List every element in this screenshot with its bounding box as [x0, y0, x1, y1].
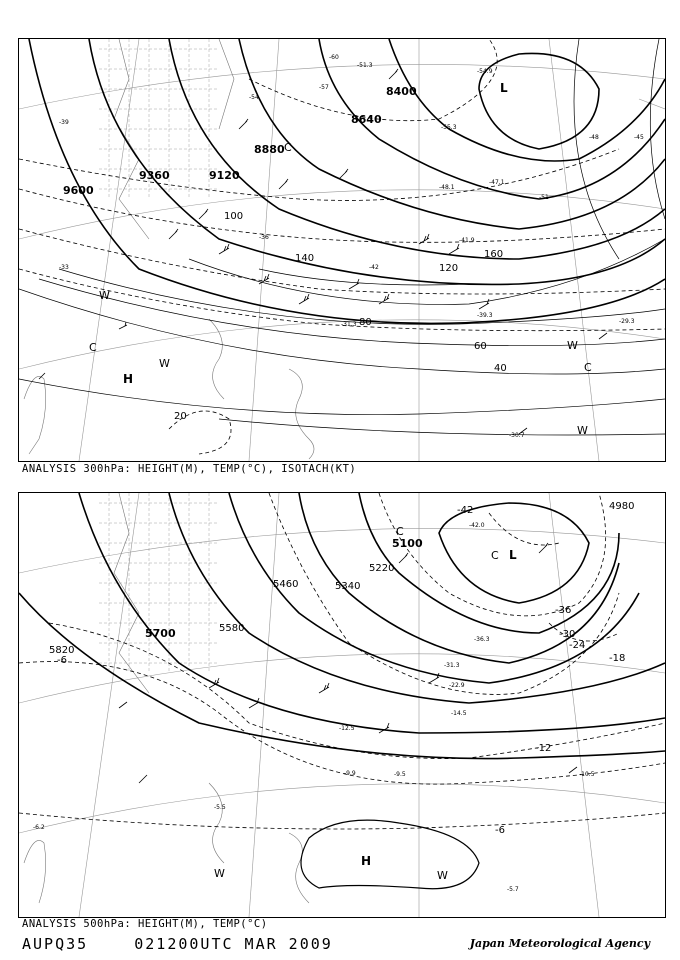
- chart-identifier: [22, 935, 333, 953]
- observation-value: -31.3: [341, 321, 357, 328]
- height-label: 8400: [386, 85, 417, 98]
- height-label: 5820: [49, 645, 75, 656]
- isotach-label: 120: [439, 263, 459, 274]
- observation-value: -51.3: [357, 62, 373, 69]
- panel-caption-300hpa: ANALYSIS 300hPa: HEIGHT(M), TEMP(°C), ISOTACH(KT): [22, 463, 357, 475]
- temp-label: -36: [259, 234, 269, 241]
- observation-value: -39.3: [477, 312, 493, 319]
- temp-label: -42: [369, 264, 379, 271]
- observation-value: -29.3: [619, 318, 635, 325]
- observation-value: -5.5: [214, 804, 226, 811]
- height-label-group: [63, 85, 417, 197]
- observation-value: -6.2: [33, 824, 45, 831]
- height-label: 8640: [351, 113, 382, 126]
- temp-label: -51: [539, 194, 549, 201]
- cold-center: C: [89, 341, 97, 354]
- height-label: 5220: [369, 563, 395, 574]
- height-label: 4980: [609, 501, 635, 512]
- observation-value: -54.9: [477, 68, 493, 75]
- temp-label: -39: [59, 119, 69, 126]
- isotherms: [19, 39, 665, 454]
- observation-value: -9.5: [394, 771, 406, 778]
- isotach-label: 20: [174, 411, 187, 422]
- temp-label: -45: [634, 134, 644, 141]
- graticule: [19, 39, 665, 461]
- height-label: 5700: [145, 627, 176, 640]
- cold-center: C: [284, 141, 292, 154]
- temp-label: -6: [57, 655, 67, 666]
- graticule: [19, 493, 665, 917]
- high-center: H: [123, 372, 134, 386]
- temp-label: -6: [495, 825, 505, 836]
- observation-value: -48.1: [439, 184, 455, 191]
- map-300hpa: [18, 38, 666, 462]
- height-label: 5580: [219, 623, 245, 634]
- height-label: 5460: [273, 579, 299, 590]
- warm-center: W: [437, 869, 448, 882]
- temp-label: -18: [609, 653, 626, 664]
- isotach-label: 100: [224, 211, 244, 222]
- height-label: 8880: [254, 143, 285, 156]
- low-center: L: [500, 81, 508, 95]
- temp-label-group: [59, 54, 644, 271]
- observation-value: -10.5: [579, 771, 595, 778]
- observation-value: -41.9: [459, 237, 475, 244]
- cold-center: C: [396, 525, 404, 538]
- temp-label: -57: [319, 84, 329, 91]
- height-label: 5340: [335, 581, 361, 592]
- isotach-label: 40: [494, 363, 507, 374]
- warm-center: W: [577, 424, 588, 437]
- isotach-label: 80: [359, 317, 372, 328]
- observation-value: -31.3: [444, 662, 460, 669]
- observation-value: -9.9: [344, 770, 356, 777]
- temp-label: -48: [589, 134, 599, 141]
- agency-name: Japan Meteorological Agency: [469, 937, 650, 950]
- cold-center: C: [491, 549, 499, 562]
- high-center: H: [361, 854, 372, 868]
- isotach-label: 160: [484, 249, 504, 260]
- height-contours: [29, 39, 665, 323]
- panel-caption-500hpa: ANALYSIS 500hPa: HEIGHT(M), TEMP(°C): [22, 918, 268, 930]
- map-500hpa: [18, 492, 666, 918]
- warm-center: W: [567, 339, 578, 352]
- temp-label: -60: [329, 54, 339, 61]
- low-center: L: [509, 548, 517, 562]
- height-label: 9120: [209, 169, 240, 182]
- coastlines: [24, 493, 309, 903]
- temp-label: -33: [59, 264, 69, 271]
- height-label: 5100: [392, 537, 423, 550]
- temp-label: -30: [559, 629, 576, 640]
- map-500hpa-svg: [19, 493, 665, 917]
- observation-value: -47.1: [489, 179, 505, 186]
- valid-time: 021200UTC MAR 2009: [134, 935, 333, 953]
- observation-value: -14.5: [451, 710, 467, 717]
- temp-label: -24: [569, 640, 586, 651]
- observation-value: -42.0: [469, 522, 485, 529]
- observation-value: -30.7: [509, 432, 525, 439]
- observation-value: -5.7: [507, 886, 519, 893]
- map-300hpa-svg: [19, 39, 665, 461]
- chart-code: AUPQ35: [22, 935, 89, 953]
- temp-label: -54: [249, 94, 259, 101]
- height-contours: [19, 493, 665, 759]
- temp-label-group: [57, 505, 625, 836]
- temp-label: -42: [457, 505, 474, 516]
- observation-value: -55.3: [441, 124, 457, 131]
- height-label: 9600: [63, 184, 94, 197]
- isotach-label: 140: [295, 253, 315, 264]
- cold-center: C: [584, 361, 592, 374]
- height-label: 9360: [139, 169, 170, 182]
- temp-label: -12: [535, 743, 552, 754]
- warm-center: W: [159, 357, 170, 370]
- observation-value: -22.9: [449, 682, 465, 689]
- high-contour: [301, 820, 479, 889]
- isotach-label: 60: [474, 341, 487, 352]
- warm-center: W: [214, 867, 225, 880]
- observation-value: -36.3: [474, 636, 490, 643]
- temp-label: -36: [555, 605, 572, 616]
- isotach-label-group: [174, 211, 507, 422]
- observation-value: -12.5: [339, 725, 355, 732]
- warm-center: W: [99, 289, 110, 302]
